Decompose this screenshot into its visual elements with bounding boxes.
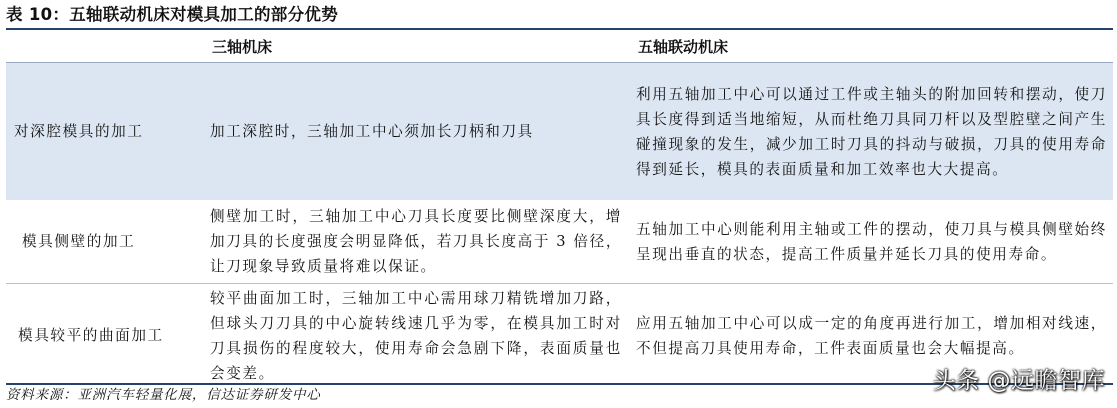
watermark: 头条 @远瞻智库 [932, 368, 1105, 394]
table-header-row [6, 30, 1113, 63]
five-axis-cell: 利用五轴加工中心可以通过工件或主轴头的附加回转和摆动，使刀具长度得到适当地缩短，从而杜绝刀具同刀杆以及型腔壁之间产生碰撞现象的发生，减少加工时刀具的抖动与破损，刀具的使用寿命得到延长，模具的表面质量和加工效率也大大提高。 [636, 85, 1107, 178]
aspect-cell: 模具较平的曲面加工 [18, 327, 164, 344]
three-axis-cell: 加工深腔时，三轴加工中心须加长刀柄和刀具 [210, 123, 534, 140]
five-axis-cell: 应用五轴加工中心可以成一定的角度再进行加工，增加相对线速，不但提高刀具使用寿命，工件表面质量也会大幅提高。 [636, 314, 1107, 357]
header-five-axis: 五轴联动机床 [638, 37, 729, 56]
table-row [6, 200, 1113, 284]
aspect-cell: 对深腔模具的加工 [14, 123, 144, 140]
three-axis-cell: 较平曲面加工时，三轴加工中心需用球刀精铣增加刀路，但球头刀刀具的中心旋转线速几乎为零，在模具加工时对刀具损伤的程度较大，使用寿命会急剧下降，表面质量也会变差。 [210, 289, 622, 382]
table-title: 表 10：五轴联动机床对模具加工的部分优势 [6, 5, 339, 24]
header-three-axis: 三轴机床 [212, 37, 273, 56]
aspect-cell: 模具侧壁的加工 [22, 233, 136, 250]
three-axis-cell: 侧壁加工时，三轴加工中心刀具长度要比侧壁深度大，增加刀具的长度强度会明显降低，若刀具长度高于 3 倍径，让刀现象导致质量将难以保证。 [210, 208, 623, 275]
table-row [6, 63, 1113, 200]
comparison-table [6, 28, 1113, 387]
source-note: 资料来源：亚洲汽车轻量化展，信达证券研发中心 [6, 387, 321, 403]
five-axis-cell: 五轴加工中心则能利用主轴或工件的摆动，使刀具与模具侧壁始终呈现出垂直的状态，提高工件质量并延长刀具的使用寿命。 [636, 220, 1107, 263]
